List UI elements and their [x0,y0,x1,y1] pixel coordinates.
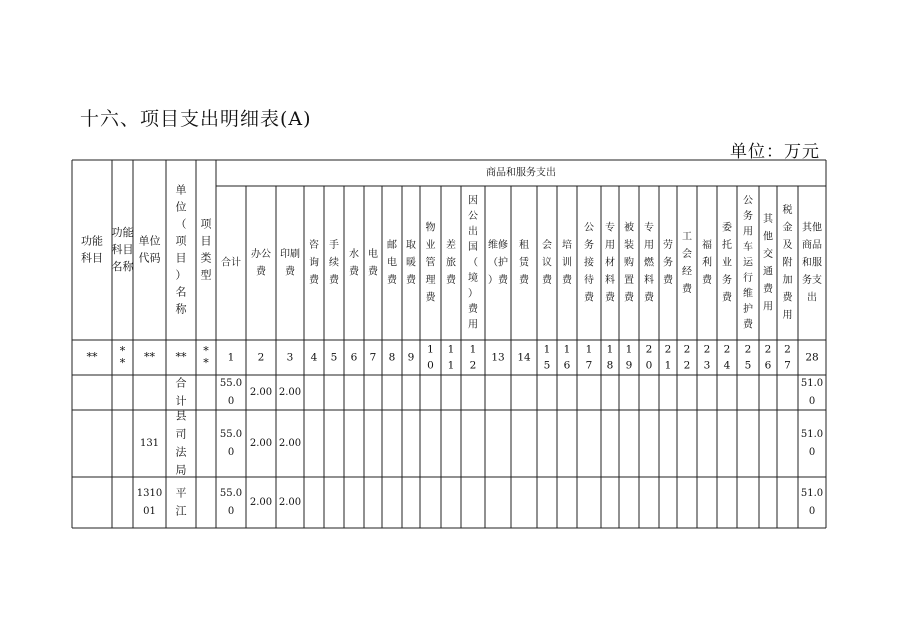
expense-header-17: 待 [584,275,594,286]
index-marker: * [119,356,126,370]
expense-header-22: 会 [682,248,692,260]
expense-header-28: 商品 [802,240,822,251]
expense-header-20: 费 [644,292,654,304]
index-number: 2 [645,343,653,356]
index-number: 1 [625,343,633,356]
expense-header-12: 用 [468,319,478,331]
expense-header-26: 交 [763,248,773,260]
index-number: 5 [330,351,338,364]
column-header-4: （ [175,217,187,231]
expense-header-27: 加 [782,275,793,286]
index-number: 2 [257,351,265,364]
office-cell: 2.00 [249,438,273,449]
column-header-1: 功能 [81,234,103,248]
expense-header-24: 务 [722,275,732,286]
index-number: 8 [388,351,396,364]
expense-header-5: 费 [329,275,339,286]
index-number: 3 [286,351,294,364]
expense-header-26: 通 [763,266,773,278]
expense-header-25: 维 [743,288,753,300]
expense-header-21: 务 [663,257,673,269]
expense-header-10: 理 [425,275,436,286]
page-title: 十六、项目支出明细表(A) [80,108,312,130]
column-header-4: 目 [175,251,187,265]
total-cell: 55.0 [219,378,243,389]
column-header-5: 项 [200,217,212,231]
expense-header-10: 费 [425,292,436,304]
expense-header-18: 料 [605,275,615,286]
expense-header-17: 费 [584,292,594,304]
other-services-cell: 0 [808,396,816,407]
index-number: 9 [625,359,633,372]
expense-header-16: 培 [562,240,572,251]
expense-header-22: 经 [682,266,692,278]
unit-name-cell: 江 [175,504,187,518]
column-header-4: 称 [175,302,187,316]
expense-header-25: 护 [743,304,753,315]
expense-header-26: 费 [763,283,773,295]
expense-header-27: 及 [782,240,793,251]
expense-header-28: 出 [807,292,817,304]
unit-name-cell: 局 [175,463,187,477]
expense-header-27: 费 [782,292,793,304]
index-number: 6 [350,351,358,364]
index-number: 1 [543,343,551,356]
expense-header-13: （护 [488,257,508,269]
unit-name-cell: 合 [175,376,187,390]
expense-header-7: 电 [368,248,378,260]
expense-header-25: 行 [743,273,753,284]
index-number: 8 [606,359,614,372]
expense-header-9: 取 [406,240,416,251]
index-marker: ** [144,350,155,364]
expense-header-18: 材 [605,257,615,269]
printing-cell: 2.00 [278,497,302,508]
expense-header-24: 托 [722,240,732,251]
expense-header-28: 务支 [802,275,822,286]
total-cell: 55.0 [219,488,243,499]
expense-header-20: 燃 [644,257,654,269]
expense-header-20: 专 [644,222,654,234]
expense-header-2: 办公 [251,248,271,260]
index-number: 2 [683,343,691,356]
expense-header-27: 金 [782,222,793,234]
expense-header-8: 电 [387,257,397,269]
expense-header-16: 训 [562,257,572,269]
column-header-2: 科目 [111,243,134,256]
expense-header-11: 旅 [446,257,456,269]
index-number: 1 [606,343,614,356]
index-number: 1 [563,343,571,356]
index-number: 1 [227,351,235,364]
expense-header-1: 合计 [221,257,241,269]
column-header-5: 类 [200,251,212,265]
unit-name-cell: 计 [175,394,187,408]
expense-header-25: 运 [743,257,753,269]
index-number: 1 [469,343,477,356]
expense-header-18: 费 [605,292,615,304]
index-number: 3 [703,359,711,372]
column-header-3: 代码 [138,251,161,265]
expense-header-16: 费 [562,275,572,286]
expense-header-20: 料 [644,275,654,286]
expense-header-21: 费 [663,275,673,286]
expense-header-28: 其他 [802,222,822,234]
total-cell: 55.0 [219,429,243,440]
column-header-4: 单 [175,183,187,197]
index-number: 2 [744,343,752,356]
expense-header-2: 费 [256,266,266,278]
total-cell: 0 [227,396,235,407]
column-header-2: 名称 [111,260,134,273]
expense-header-22: 费 [682,283,692,295]
index-number: 5 [543,359,551,372]
column-header-4: 名 [175,285,187,299]
expense-header-15: 会 [542,240,552,251]
index-number: 14 [517,351,531,364]
printing-cell: 2.00 [278,387,302,398]
column-header-1: 科目 [81,251,103,265]
expense-header-12: ） [468,288,478,300]
expense-header-4: 询 [309,257,319,269]
expense-header-21: 劳 [663,240,673,251]
index-marker: * [119,344,126,358]
other-services-cell: 0 [808,506,816,517]
expense-header-15: 费 [542,275,552,286]
index-number: 28 [805,351,819,364]
expense-header-15: 议 [542,257,552,269]
expense-header-27: 用 [782,310,793,321]
index-number: 5 [744,359,752,372]
expense-header-19: 费 [624,292,634,304]
expense-header-24: 委 [722,222,732,234]
expense-header-11: 差 [446,240,456,251]
index-number: 2 [703,343,711,356]
expense-header-4: 咨 [309,240,319,251]
expense-header-6: 水 [349,248,359,260]
expense-header-4: 费 [309,275,319,286]
expense-header-11: 费 [446,275,456,286]
column-header-4: 项 [175,234,187,248]
expense-header-12: 出 [468,226,478,238]
index-number: 1 [585,343,593,356]
index-number: 2 [469,359,477,372]
expense-header-12: 因 [468,195,478,207]
group-header-label: 商品和服务支出 [486,167,556,179]
expense-header-9: 暖 [406,257,416,269]
index-marker: * [203,344,209,358]
expense-header-24: 费 [722,292,732,304]
column-header-2: 功能 [111,226,134,239]
expense-header-25: 务 [743,211,753,222]
index-number: 7 [585,359,593,372]
expense-header-12: 国 [468,242,478,253]
expense-header-14: 租 [519,240,529,251]
unit-label: 单位：万元 [730,142,820,162]
unit-name-cell: 县 [175,409,187,423]
expense-header-28: 和服 [802,257,822,269]
column-header-5: 目 [200,234,212,248]
expense-header-13: 维修 [488,240,508,251]
expense-header-22: 工 [682,231,692,243]
expense-header-18: 用 [605,240,615,251]
expense-header-17: 务 [584,240,594,251]
expense-header-19: 购 [624,257,634,269]
index-number: 0 [427,359,434,372]
column-header-3: 单位 [138,234,161,248]
expense-header-17: 接 [584,257,594,269]
expense-header-23: 利 [702,257,712,269]
expense-header-3: 印刷 [280,248,300,260]
unit-code-cell: 131 [139,438,160,449]
other-services-cell: 51.0 [800,429,824,440]
column-header-4: 位 [175,200,187,214]
total-cell: 0 [227,447,235,458]
other-services-cell: 51.0 [800,378,824,389]
index-number: 1 [664,359,672,372]
expense-header-10: 管 [425,257,436,269]
expense-header-9: 费 [406,275,416,286]
unit-code-cell: 01 [143,506,156,517]
expense-header-19: 装 [624,240,634,251]
unit-name-cell: 司 [175,427,187,441]
index-number: 2 [723,343,731,356]
expense-header-26: 其 [763,213,773,225]
index-number: 1 [447,343,455,356]
expense-header-10: 业 [425,240,436,251]
index-number: 6 [563,359,571,372]
office-cell: 2.00 [249,387,273,398]
expense-header-23: 费 [702,275,712,286]
expense-header-18: 专 [605,222,615,234]
expense-header-24: 业 [722,257,732,269]
expense-header-27: 附 [782,257,793,269]
index-number: 7 [369,351,377,364]
index-number: 9 [407,351,415,364]
unit-code-cell: 1310 [136,488,163,499]
index-marker: * [203,356,209,370]
unit-name-cell: 法 [175,445,187,459]
expense-header-13: ）费 [488,275,508,286]
expense-header-3: 费 [285,266,295,278]
column-header-5: 型 [200,268,212,282]
expense-header-19: 置 [624,275,634,286]
index-number: 13 [491,351,505,364]
expense-header-19: 被 [624,222,634,234]
expense-header-25: 费 [743,319,753,331]
index-number: 1 [427,343,434,356]
expense-header-20: 用 [644,240,654,251]
expense-header-10: 物 [425,222,436,234]
index-marker: ** [86,350,98,364]
index-number: 2 [664,343,672,356]
unit-name-cell: 平 [175,486,187,500]
index-number: 2 [764,343,772,356]
column-header-4: ） [175,268,187,282]
expense-header-8: 费 [387,275,397,286]
other-services-cell: 51.0 [800,488,824,499]
index-number: 4 [310,351,318,364]
expense-header-26: 用 [763,301,773,313]
index-number: 7 [784,359,791,372]
expense-header-12: 费 [468,304,478,315]
expense-header-26: 他 [763,231,773,243]
expense-header-5: 手 [329,240,339,251]
expense-header-8: 邮 [387,240,397,251]
index-number: 6 [764,359,772,372]
other-services-cell: 0 [808,447,816,458]
index-number: 2 [784,343,791,356]
total-cell: 0 [227,506,235,517]
expense-header-17: 公 [584,222,594,234]
expense-header-12: 公 [468,211,478,222]
expense-header-27: 税 [782,205,793,216]
expense-header-7: 费 [368,266,378,278]
office-cell: 2.00 [249,497,273,508]
expense-header-25: 公 [743,195,753,207]
index-number: 0 [645,359,653,372]
expense-header-6: 费 [349,266,359,278]
index-number: 2 [683,359,691,372]
printing-cell: 2.00 [278,438,302,449]
expense-header-12: 境 [468,273,478,284]
expense-header-12: （ [468,257,478,269]
expense-header-23: 福 [702,240,712,251]
expense-header-5: 续 [329,257,339,269]
index-marker: ** [175,350,187,364]
index-number: 1 [447,359,455,372]
expense-header-14: 费 [519,275,529,286]
index-number: 4 [723,359,731,372]
expense-header-25: 车 [743,242,753,253]
expense-header-25: 用 [743,226,753,238]
expense-header-14: 赁 [519,257,529,269]
